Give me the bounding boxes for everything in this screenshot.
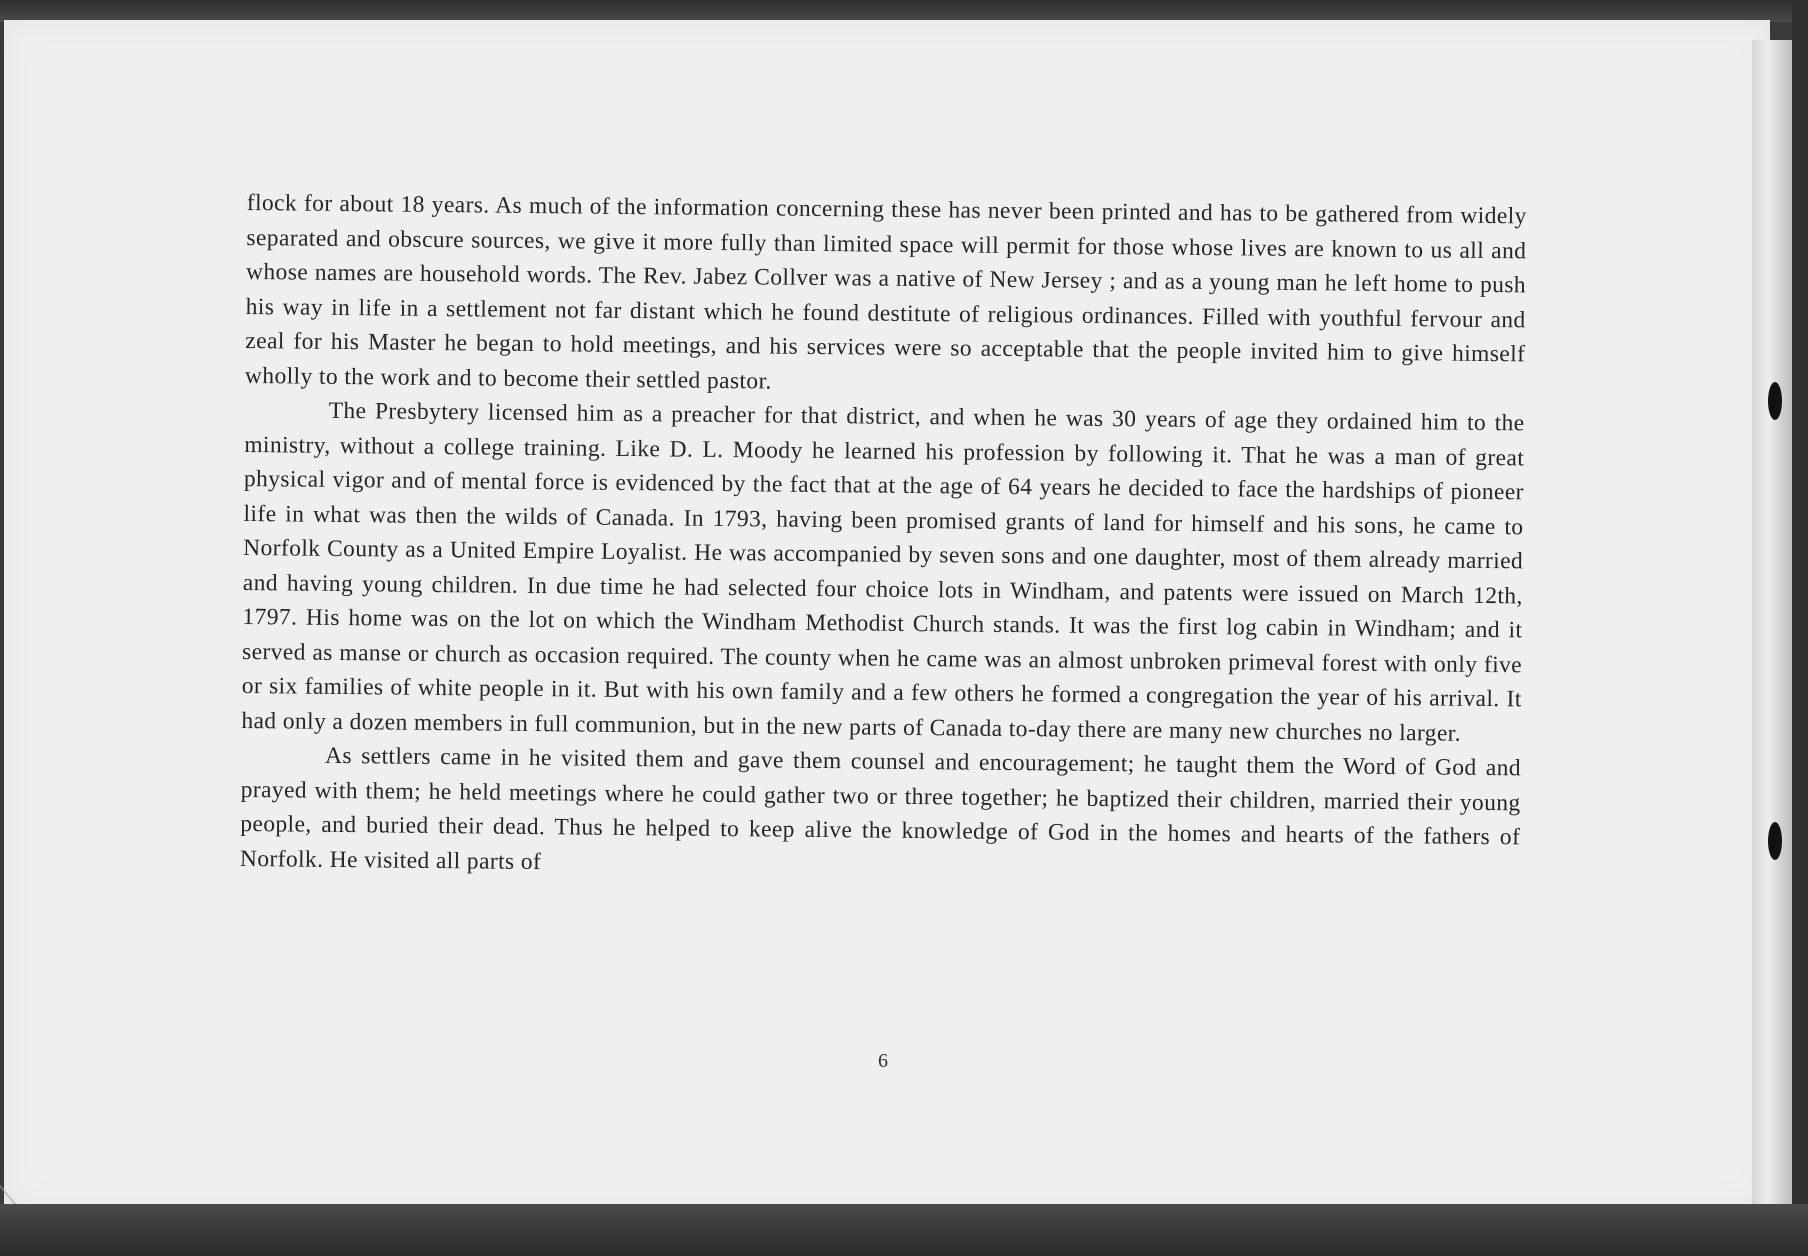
binding-hole-lower bbox=[1768, 822, 1782, 860]
scan-bottom-border bbox=[0, 1204, 1808, 1256]
page-edge-shadow bbox=[1752, 40, 1792, 1210]
paragraph-2: The Presbytery licensed him as a preacher for that district, and when he was 30 years of age they ordained him to the ministry, without a college training. Like D. L. Moody he learned his profession by following it. That he was a man of great physical vigor and of mental force is evidenced by the fact that at the age of 64 years he decided to face the hardships of pioneer life in what was then the wilds of Canada. In 1793, having been promised grants of land for himself and his sons, he came to Norfolk County as a United Empire Loyalist. He was accompanied by seven sons and one daughter, most of them already married and having young children. In due time he had selected four choice lots in Windham, and patents were issued on March 12th, 1797. His home was on the lot on which the Windham Methodist Church stands. It was the first log cabin in Windham; and it served as manse or church as occasion required. The county when he came was an almost unbroken primeval forest with only five or six families of white people in it. But with his own family and a few others he formed a congregation the year of his arrival. It had only a dozen members in full communion, but in the new parts of Canada to-day there are many new churches no larger. bbox=[241, 397, 1525, 747]
binding-hole-upper bbox=[1768, 382, 1782, 420]
paragraph-1: flock for about 18 years. As much of the information concerning these has never been printed and has to be gathered from widely separated and obscure sources, we give it more fully than limited space will permit for those whose lives are known to us all and whose names are household words. The Rev. Jabez Collver was a native of New Jersey ; and as a young man he left home to push his way in life in a settlement not far distant which he found destitute of religious ordinances. Filled with youthful fervour and zeal for his Master he began to hold meetings, and his services were so acceptable that the people invited him to give himself wholly to the work and to become their settled pastor. bbox=[244, 189, 1527, 395]
page-number: 6 bbox=[878, 1050, 888, 1072]
body-text bbox=[240, 186, 1527, 889]
paragraph-3: As settlers came in he visited them and gave them counsel and encouragement; he taught them the Word of God and prayed with them; he held meetings where he could gather two or three together; he baptized their children, married their young people, and buried their dead. Thus he helped to keep alive the knowledge of God in the homes and hearts of the fathers of Norfolk. He visited all parts of bbox=[239, 742, 1522, 875]
scan-right-border bbox=[1792, 0, 1808, 1256]
scan-top-border bbox=[0, 0, 1808, 22]
